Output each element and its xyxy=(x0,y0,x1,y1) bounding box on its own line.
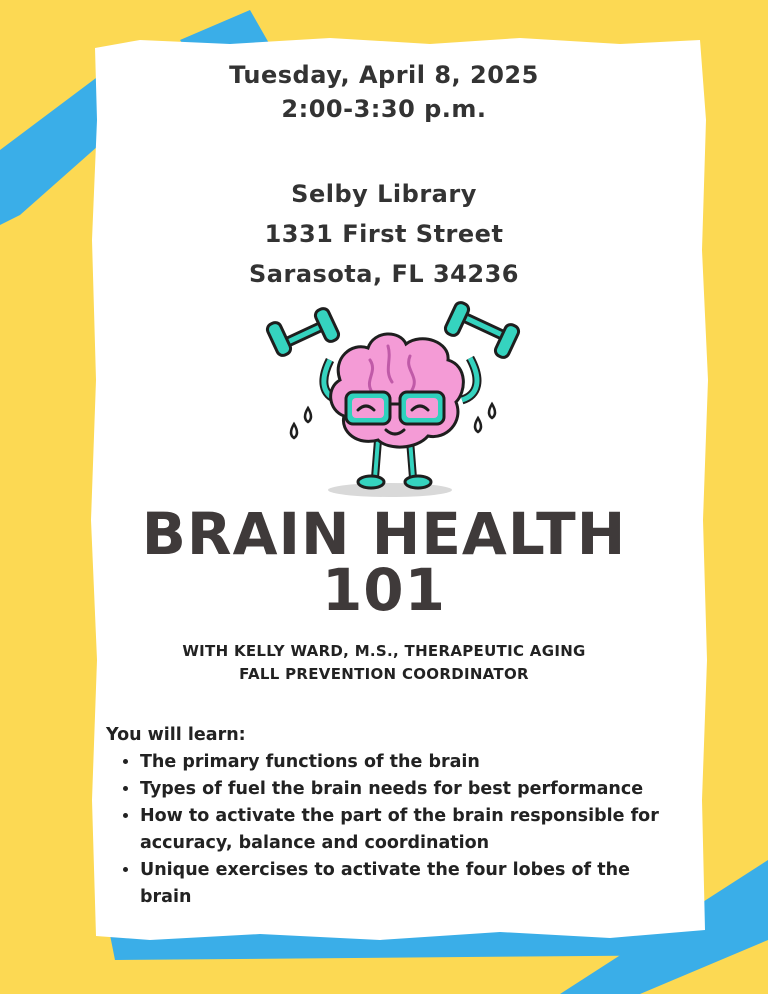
right-dumbbell xyxy=(443,301,520,360)
list-item: • The primary functions of the brain xyxy=(140,749,686,776)
brain-lifting-dumbbells-icon xyxy=(260,300,530,505)
city-state-zip: Sarasota, FL 34236 xyxy=(249,260,519,288)
title-line-1: BRAIN HEALTH xyxy=(141,500,627,568)
presenter-line-1: WITH KELLY WARD, M.S., THERAPEUTIC AGING xyxy=(182,642,586,660)
list-item: • How to activate the part of the brain responsible for accuracy, balance and coordination xyxy=(140,803,686,857)
learn-heading: You will learn: xyxy=(106,725,246,745)
brain-body xyxy=(331,334,464,447)
street-address: 1331 First Street xyxy=(264,220,504,248)
event-location xyxy=(0,174,768,294)
event-time: 2:00-3:30 p.m. xyxy=(281,95,487,123)
venue-name: Selby Library xyxy=(291,180,477,208)
list-item: • Unique exercises to activate the four lobes of the brain xyxy=(140,857,686,911)
title-line-2: 101 xyxy=(321,556,447,624)
presenter-line-2: FALL PREVENTION COORDINATOR xyxy=(239,665,529,683)
left-dumbbell xyxy=(265,307,340,358)
learning-objectives xyxy=(106,722,686,911)
learn-list xyxy=(106,749,686,911)
list-item: • Types of fuel the brain needs for best performance xyxy=(140,776,686,803)
page-title xyxy=(0,500,768,624)
event-date-time xyxy=(0,58,768,126)
presenter-info xyxy=(0,640,768,686)
event-date: Tuesday, April 8, 2025 xyxy=(229,61,539,89)
